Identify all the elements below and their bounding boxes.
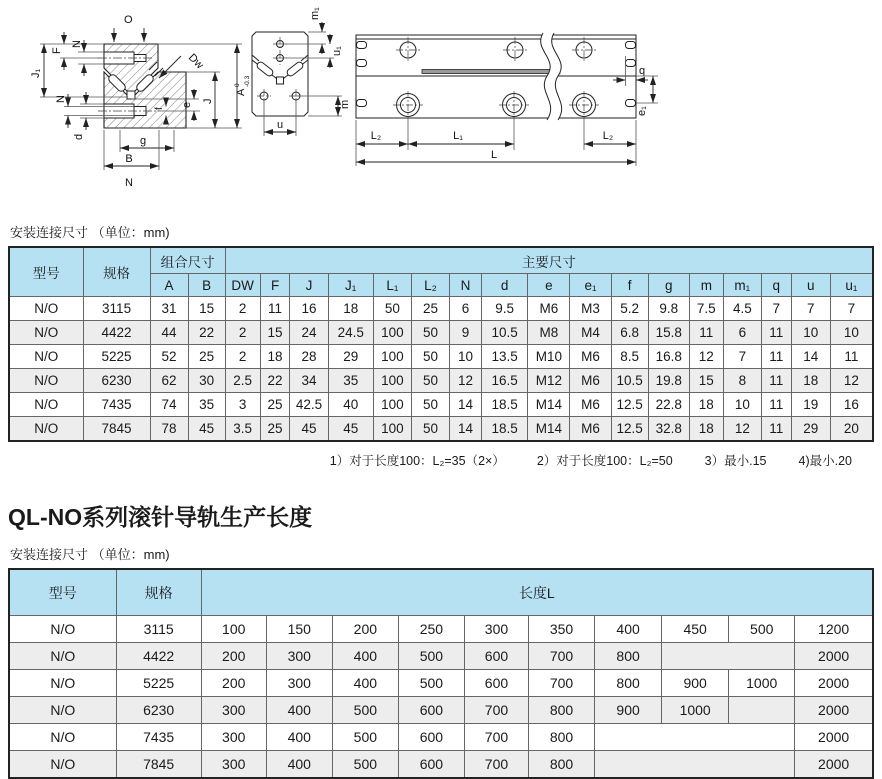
table-cell: 200	[201, 643, 266, 670]
table-cell: 8.5	[611, 345, 648, 369]
table-cell: 9	[450, 321, 482, 345]
table-cell: 2000	[795, 697, 873, 724]
table-cell: M3	[570, 297, 611, 321]
footnote-2: 2）对于长度100：L₂=50	[536, 454, 673, 468]
table-cell: 29	[791, 417, 830, 442]
table-cell: 100	[373, 417, 411, 442]
section-heading: QL-NO系列滚针导轨生产长度	[8, 504, 313, 530]
table-cell: N/O	[9, 616, 116, 643]
table-cell: 18	[791, 369, 830, 393]
table-cell: 16.8	[648, 345, 689, 369]
table-cell: 18.5	[481, 393, 527, 417]
table-cell: 400	[332, 670, 398, 697]
column-header: e	[528, 274, 570, 297]
table-cell: 250	[398, 616, 464, 643]
dim-label-dw: Dw	[185, 51, 206, 72]
table-cell: 31	[150, 297, 188, 321]
column-header-spec: 规格	[116, 569, 201, 616]
table-cell: 4422	[116, 643, 201, 670]
table-cell: 12.5	[611, 393, 648, 417]
table-cell: 24	[290, 321, 328, 345]
table-cell: 11	[689, 321, 723, 345]
table-cell: 19.8	[648, 369, 689, 393]
dim-label-o: O	[124, 14, 133, 26]
table-cell: 6230	[83, 369, 150, 393]
technical-drawings	[0, 0, 882, 218]
table-cell: M14	[528, 417, 570, 442]
table-cell: 25	[260, 393, 290, 417]
table-cell: 11	[761, 417, 791, 442]
column-header: u₁	[830, 274, 873, 297]
table-cell: 34	[290, 369, 328, 393]
table-cell: 800	[529, 751, 595, 779]
table-cell: 50	[373, 297, 411, 321]
table-cell: 12	[450, 369, 482, 393]
column-header: B	[188, 274, 225, 297]
table-cell: 32.8	[648, 417, 689, 442]
table-cell: 600	[464, 643, 528, 670]
dim-label-f: F	[51, 47, 63, 54]
table-cell: 22	[260, 369, 290, 393]
dim-label-j1: J₁	[30, 68, 42, 78]
dim-label-l2-right: L₂	[602, 130, 614, 142]
table-cell: M12	[528, 369, 570, 393]
table-cell: N/O	[9, 751, 116, 779]
table-cell: 29	[328, 345, 373, 369]
dim-label-f-small: f	[154, 107, 165, 110]
table-cell: 16.5	[481, 369, 527, 393]
table-cell: N/O	[9, 670, 116, 697]
table-cell: 12.5	[611, 417, 648, 442]
table-row	[9, 751, 873, 779]
column-header-spec: 规格	[83, 247, 150, 297]
table-cell-empty	[595, 751, 795, 779]
table-cell: 100	[373, 369, 411, 393]
svg-text:A: A	[235, 88, 247, 96]
table-cell: 45	[188, 417, 225, 442]
v-vertex-relief	[127, 91, 135, 99]
table-cell: 10	[450, 345, 482, 369]
table-cell: 7435	[83, 393, 150, 417]
table-cell: 1200	[795, 616, 873, 643]
lengths-table	[8, 568, 874, 779]
column-header: e₁	[570, 274, 611, 297]
table-cell: 18	[689, 393, 723, 417]
table-cell: 7.5	[689, 297, 723, 321]
table-cell: 40	[328, 393, 373, 417]
table-cell: M10	[528, 345, 570, 369]
table-cell: N/O	[9, 724, 116, 751]
table-cell: 4422	[83, 321, 150, 345]
dim-label-e: e	[181, 101, 193, 108]
table-cell: 45	[328, 417, 373, 442]
table-cell: 600	[398, 697, 464, 724]
column-header-length: 长度L	[201, 569, 873, 616]
table-cell: 2000	[795, 751, 873, 779]
table-cell: 14	[791, 345, 830, 369]
table-cell-empty	[662, 643, 795, 670]
table-cell: 3115	[116, 616, 201, 643]
end-view-drawing	[240, 6, 360, 156]
table-cell: 300	[464, 616, 528, 643]
table-cell: N/O	[9, 697, 116, 724]
column-header: L₁	[373, 274, 411, 297]
table-cell: 22.8	[648, 393, 689, 417]
table-cell: 500	[398, 670, 464, 697]
table-cell: 25	[188, 345, 225, 369]
table-cell: M4	[570, 321, 611, 345]
table-cell: 9.5	[481, 297, 527, 321]
table-cell: 35	[328, 369, 373, 393]
table-row	[9, 393, 873, 417]
table-cell: 500	[398, 643, 464, 670]
table-cell: 400	[266, 697, 332, 724]
table-cell: 1000	[729, 670, 795, 697]
dim-label-g: g	[139, 135, 147, 147]
table-cell: 7	[791, 297, 830, 321]
v-vertex-relief	[277, 77, 284, 84]
dim-label-n-mid: N	[55, 95, 67, 103]
table-cell: 50	[411, 345, 449, 369]
table-cell: 800	[595, 643, 662, 670]
table-cell: 18.5	[481, 417, 527, 442]
column-header-group: 组合尺寸	[150, 247, 225, 274]
table-cell: 20	[830, 417, 873, 442]
table-cell: 18	[689, 417, 723, 442]
table-cell: 700	[529, 643, 595, 670]
table-cell: 7845	[83, 417, 150, 442]
dim-label-m1: m₁	[309, 7, 321, 20]
table-cell: 800	[529, 724, 595, 751]
column-header: A	[150, 274, 188, 297]
header-row	[9, 569, 873, 616]
table-cell: 1000	[662, 697, 729, 724]
table-cell: 2	[225, 297, 260, 321]
table-cell: 3	[225, 393, 260, 417]
table-cell: 14	[450, 417, 482, 442]
table-row	[9, 369, 873, 393]
table-cell: 6	[450, 297, 482, 321]
table-cell: M8	[528, 321, 570, 345]
table-cell: 10.5	[481, 321, 527, 345]
table-cell: N/O	[9, 297, 83, 321]
table-cell: 100	[373, 321, 411, 345]
table-cell: 28	[290, 345, 328, 369]
dim-label-u: u	[276, 119, 284, 131]
column-header: L₂	[411, 274, 449, 297]
cage-strip	[422, 70, 560, 74]
table-cell: M6	[528, 297, 570, 321]
table-cell: N/O	[9, 321, 83, 345]
table-cell: 7845	[116, 751, 201, 779]
table-cell: 500	[332, 697, 398, 724]
table-cell: 600	[398, 724, 464, 751]
dim-label-l1: L₁	[453, 130, 463, 142]
table-cell: M6	[570, 393, 611, 417]
table-cell: 7	[761, 297, 791, 321]
table-cell: 450	[662, 616, 729, 643]
column-header: DW	[225, 274, 260, 297]
table-cell: 22	[188, 321, 225, 345]
table-row	[9, 697, 873, 724]
table-cell: 100	[201, 616, 266, 643]
dim-label-n-bottom: N	[125, 177, 133, 189]
table-cell: 100	[373, 345, 411, 369]
table-cell: 500	[332, 751, 398, 779]
table-cell: M14	[528, 393, 570, 417]
table-cell: 25	[411, 297, 449, 321]
table-cell: N/O	[9, 345, 83, 369]
column-header: m₁	[723, 274, 761, 297]
table-cell: 2	[225, 321, 260, 345]
table-cell: 11	[830, 345, 873, 369]
dim-label-b: B	[125, 153, 133, 165]
table-row	[9, 297, 873, 321]
dim-label-m: m	[339, 99, 351, 109]
table-row	[9, 670, 873, 697]
table-cell: 100	[373, 393, 411, 417]
table-cell: 50	[411, 369, 449, 393]
table-cell: 350	[529, 616, 595, 643]
column-header-model: 型号	[9, 247, 83, 297]
table-cell: N/O	[9, 393, 83, 417]
footnotes	[8, 451, 866, 469]
table-cell: 14	[450, 393, 482, 417]
table-cell: 5.2	[611, 297, 648, 321]
table-cell: 5225	[116, 670, 201, 697]
table-cell: 45	[290, 417, 328, 442]
svg-text:0: 0	[234, 83, 241, 87]
dim-label-l2-left: L₂	[370, 130, 382, 142]
table-cell: 3115	[83, 297, 150, 321]
column-header: N	[450, 274, 482, 297]
table-row	[9, 417, 873, 442]
table-cell: N/O	[9, 643, 116, 670]
table-row	[9, 321, 873, 345]
table-cell-empty	[595, 724, 795, 751]
table-cell: 300	[266, 643, 332, 670]
table-cell: 11	[260, 297, 290, 321]
table-cell: 300	[266, 670, 332, 697]
table-cell: 12	[830, 369, 873, 393]
dim-label-l: L	[490, 149, 498, 161]
table-cell: 500	[332, 724, 398, 751]
table-cell: 19	[791, 393, 830, 417]
footnote-4: 4)最小.20	[798, 454, 852, 468]
column-header: J₁	[328, 274, 373, 297]
table-cell: 74	[150, 393, 188, 417]
table-cell: M6	[570, 369, 611, 393]
table-cell: 42.5	[290, 393, 328, 417]
table-cell: 10.5	[611, 369, 648, 393]
table-cell: 300	[201, 697, 266, 724]
plan-view-drawing	[346, 6, 681, 178]
table-cell: 500	[729, 616, 795, 643]
column-header: g	[648, 274, 689, 297]
table-cell: 24.5	[328, 321, 373, 345]
column-header: F	[260, 274, 290, 297]
column-header: m	[689, 274, 723, 297]
table-cell: 25	[260, 417, 290, 442]
table-cell: 900	[595, 697, 662, 724]
table-cell: 16	[290, 297, 328, 321]
table-cell: 10	[723, 393, 761, 417]
table-row	[9, 643, 873, 670]
table-cell: 400	[266, 724, 332, 751]
table-cell: 300	[201, 751, 266, 779]
table-cell: 11	[761, 393, 791, 417]
table-cell: 2000	[795, 724, 873, 751]
table-cell: 12	[689, 345, 723, 369]
table-cell: 15	[188, 297, 225, 321]
table-cell: 800	[595, 670, 662, 697]
dim-label-e1: e₁	[636, 106, 648, 116]
table-cell: 400	[266, 751, 332, 779]
table-cell: 50	[411, 321, 449, 345]
table-cell: 700	[464, 724, 528, 751]
column-header-model: 型号	[9, 569, 116, 616]
table-cell: 50	[411, 417, 449, 442]
table-cell: N/O	[9, 369, 83, 393]
table-cell: 600	[464, 670, 528, 697]
table-cell: 10	[791, 321, 830, 345]
table-cell: 35	[188, 393, 225, 417]
dim-label-n-top: N	[71, 40, 83, 48]
table-cell: 52	[150, 345, 188, 369]
table-cell: M6	[570, 417, 611, 442]
table-cell: 6	[723, 321, 761, 345]
table-cell: 44	[150, 321, 188, 345]
dimensions-table	[8, 246, 874, 442]
table-cell: 7435	[116, 724, 201, 751]
table-row	[9, 616, 873, 643]
table-cell: 18	[328, 297, 373, 321]
table-cell: 800	[529, 697, 595, 724]
cross-section-drawing	[16, 6, 251, 218]
table-cell: 16	[830, 393, 873, 417]
table-cell: 6230	[116, 697, 201, 724]
table-cell: 12	[723, 417, 761, 442]
table-cell: 8	[723, 369, 761, 393]
table-cell: 200	[201, 670, 266, 697]
table-cell: 7	[830, 297, 873, 321]
table-cell: 6.8	[611, 321, 648, 345]
table-cell: 400	[595, 616, 662, 643]
header-row	[9, 247, 873, 274]
table-cell: 78	[150, 417, 188, 442]
table2-caption: 安装连接尺寸 （单位：mm)	[10, 547, 170, 562]
dim-label-j: J	[202, 98, 214, 104]
table-cell: 700	[464, 697, 528, 724]
table-cell: 2	[225, 345, 260, 369]
table-cell: M6	[570, 345, 611, 369]
table-cell: 700	[464, 751, 528, 779]
table-cell-empty	[729, 697, 795, 724]
table-cell: 62	[150, 369, 188, 393]
table-cell: 2000	[795, 670, 873, 697]
table-cell: 15	[260, 321, 290, 345]
table-cell: 4.5	[723, 297, 761, 321]
table-cell: 700	[529, 670, 595, 697]
table-cell: 200	[332, 616, 398, 643]
table-cell: 5225	[83, 345, 150, 369]
table-cell: 15	[689, 369, 723, 393]
column-header-main: 主要尺寸	[225, 247, 873, 274]
table-cell: 9.8	[648, 297, 689, 321]
table-cell: 150	[266, 616, 332, 643]
column-header: d	[481, 274, 527, 297]
table-cell: 18	[260, 345, 290, 369]
table-cell: 11	[761, 321, 791, 345]
table-cell: 15.8	[648, 321, 689, 345]
table-cell: 2000	[795, 643, 873, 670]
table-cell: 10	[830, 321, 873, 345]
table-cell: 300	[201, 724, 266, 751]
table-cell: 900	[662, 670, 729, 697]
table-row	[9, 724, 873, 751]
table-cell: 13.5	[481, 345, 527, 369]
table-cell: 11	[761, 369, 791, 393]
column-header: f	[611, 274, 648, 297]
table-cell: 11	[761, 345, 791, 369]
footnote-3: 3）最小.15	[704, 454, 767, 468]
table-cell: 7	[723, 345, 761, 369]
table-cell: 3.5	[225, 417, 260, 442]
table-cell: 400	[332, 643, 398, 670]
table1-caption: 安装连接尺寸 （单位：mm)	[10, 225, 170, 240]
table-cell: 2.5	[225, 369, 260, 393]
column-header: J	[290, 274, 328, 297]
table-cell: 30	[188, 369, 225, 393]
column-header: q	[761, 274, 791, 297]
dim-label-d: d	[73, 133, 85, 140]
footnote-1: 1）对于长度100：L₂=35（2×）	[329, 454, 505, 468]
table-cell: 50	[411, 393, 449, 417]
table-cell: N/O	[9, 417, 83, 442]
svg-text:-0.3: -0.3	[244, 75, 251, 87]
column-header: u	[791, 274, 830, 297]
dim-label-q: q	[639, 65, 646, 77]
table-row	[9, 345, 873, 369]
table-cell: 600	[398, 751, 464, 779]
dim-label-u1: u₁	[331, 46, 343, 56]
